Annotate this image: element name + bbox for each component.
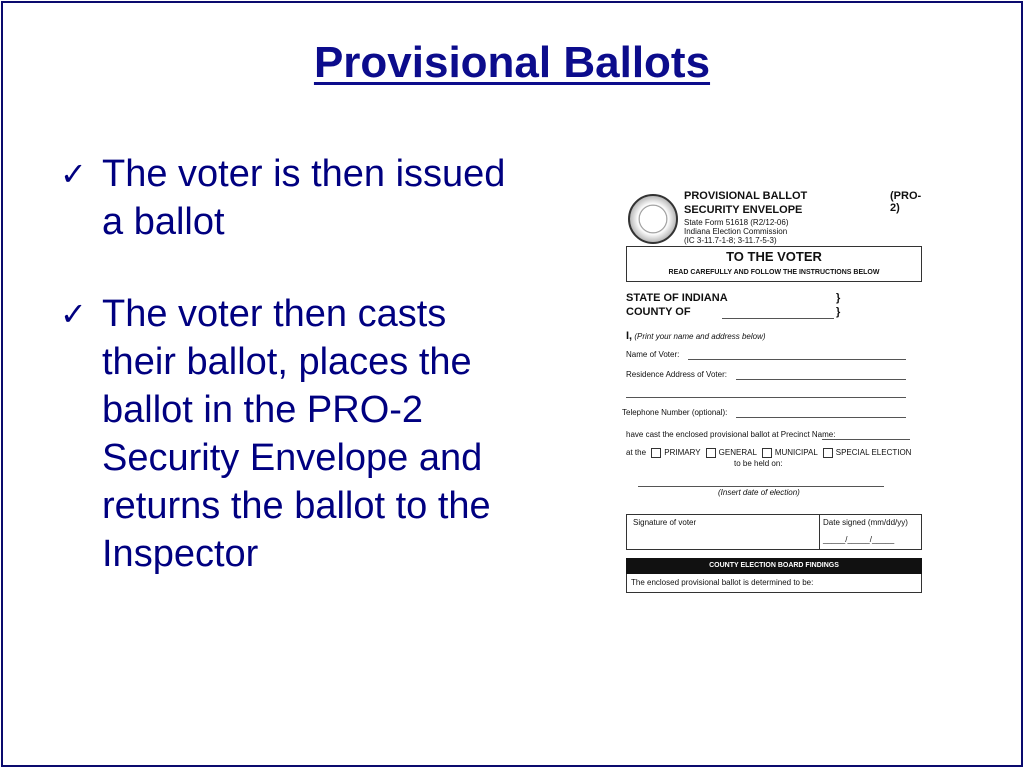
bullet-text: The voter then casts their ballot, places the ballot in the PRO-2 Security Envelope and returns the ballot to the Inspector (102, 293, 491, 575)
name-rule (688, 359, 906, 360)
date-signed-label: Date signed (mm/dd/yy) (823, 518, 908, 527)
date-blank: _____/_____/_____ (823, 535, 895, 544)
to-be-held-label: to be held on: (734, 459, 783, 468)
bullet-list (60, 150, 510, 622)
to-the-voter-box (626, 246, 922, 282)
precinct-label: have cast the enclosed provisional ballot at Precinct Name: (626, 430, 836, 439)
to-the-voter-title: TO THE VOTER (726, 249, 822, 264)
check-mark-icon: ✓ (60, 155, 87, 193)
check-mark-icon: ✓ (60, 295, 87, 333)
form-heading: PROVISIONAL BALLOT (684, 190, 808, 202)
telephone-label: Telephone Number (optional): (622, 408, 728, 417)
address-rule (736, 379, 906, 380)
findings-box (626, 574, 922, 593)
signature-divider (819, 515, 820, 549)
phone-rule (736, 417, 906, 418)
election-type-row: at the PRIMARY GENERAL MUNICIPAL SPECIAL ELECTION (626, 448, 912, 458)
state-form-number: State Form 51618 (R2/12-06) (684, 218, 789, 227)
election-date-rule (638, 486, 884, 487)
read-carefully-text: READ CAREFULLY AND FOLLOW THE INSTRUCTIONS BELOW (668, 269, 880, 276)
checkbox-municipal (762, 448, 772, 458)
address-rule-2 (626, 397, 906, 398)
county-line: COUNTY OF (626, 306, 691, 318)
findings-text: The enclosed provisional ballot is determined to be: (631, 578, 814, 587)
signature-label: Signature of voter (633, 518, 697, 527)
checkbox-special (823, 448, 833, 458)
precinct-rule (822, 439, 910, 440)
name-of-voter-label: Name of Voter: (626, 350, 680, 359)
slide-title: Provisional Ballots (313, 38, 711, 87)
commission-name: Indiana Election Commission (684, 227, 788, 236)
ic-reference: (IC 3-11.7-1-8; 3-11.7-5-3) (684, 236, 777, 245)
form-subheading: SECURITY ENVELOPE (684, 204, 803, 216)
brace-top: } (836, 292, 841, 304)
checkbox-primary (651, 448, 661, 458)
findings-title: COUNTY ELECTION BOARD FINDINGS (626, 558, 922, 574)
print-name-line: I, (Print your name and address below) (626, 330, 766, 342)
bullet-item (60, 150, 510, 246)
insert-date-label: (Insert date of election) (718, 488, 800, 497)
bullet-item (60, 290, 510, 578)
bullet-text: The voter is then issued a ballot (102, 153, 506, 243)
state-seal-icon (628, 194, 678, 244)
state-line: STATE OF INDIANA (626, 292, 728, 304)
signature-box (626, 514, 922, 550)
pro2-form-image (618, 184, 924, 592)
checkbox-general (706, 448, 716, 458)
county-rule (722, 318, 834, 319)
brace-bottom: } (836, 306, 841, 318)
residence-address-label: Residence Address of Voter: (626, 370, 727, 379)
form-code: (PRO-2) (890, 190, 922, 214)
